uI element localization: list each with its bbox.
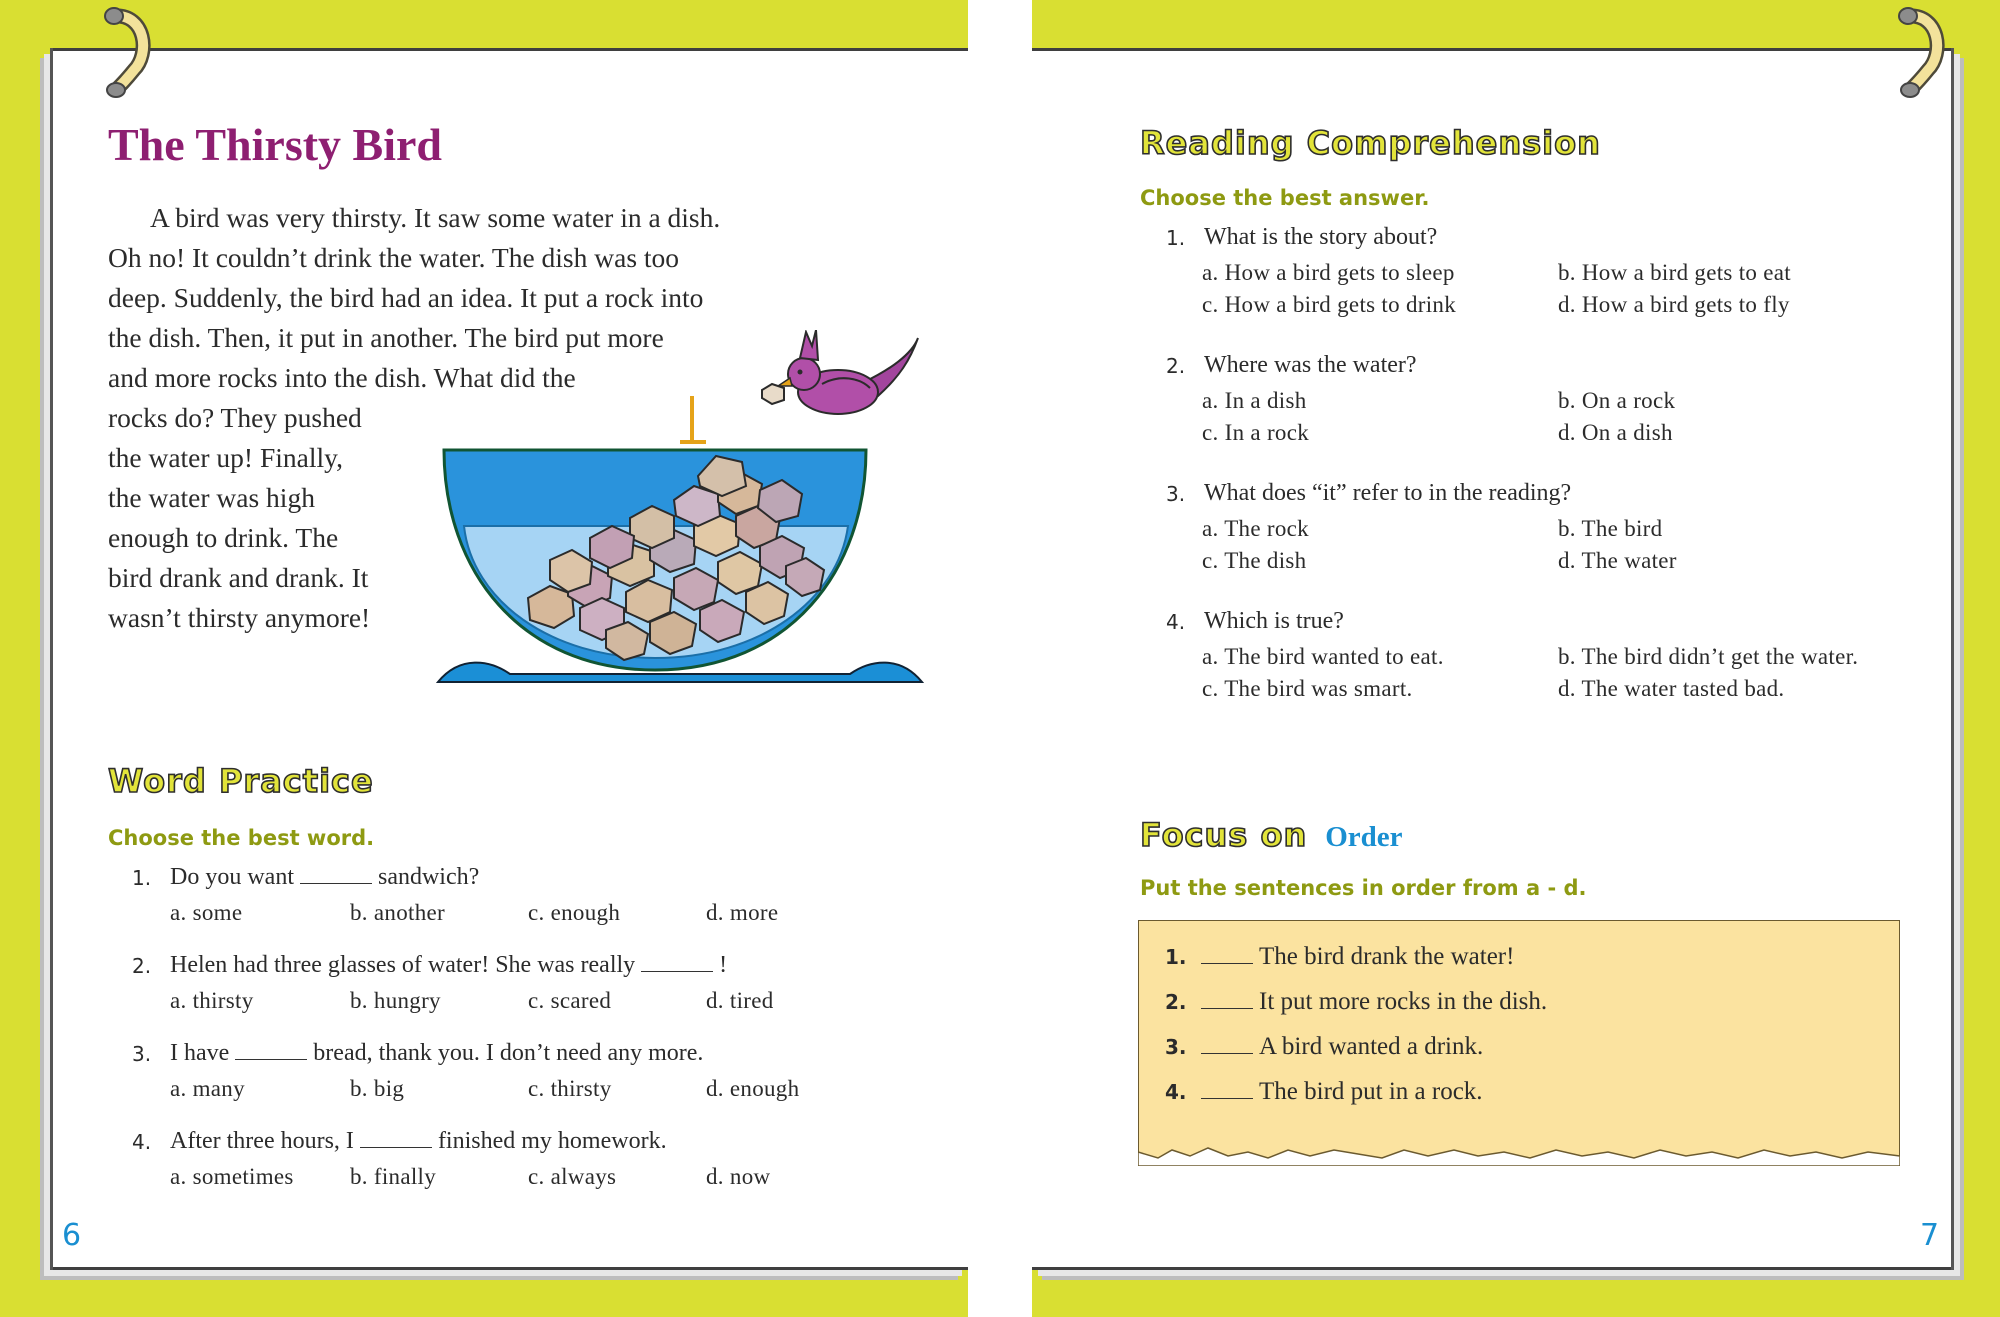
order-number: 2. [1165,990,1187,1014]
question-text: finished my homework. [437,1128,667,1154]
answer-option[interactable]: a. some [170,900,243,925]
top-rule [1032,48,1951,51]
answer-option[interactable]: c. The bird was smart. [1202,676,1413,701]
page-number-right: 7 [1920,1218,1940,1253]
top-rule [53,48,968,51]
question-item [1166,480,1956,608]
question-number: 1. [1166,226,1186,250]
story-title: The Thirsty Bird [108,119,442,170]
answer-option[interactable]: c. enough [528,900,621,925]
order-box [1138,920,1900,1165]
answer-option[interactable]: c. thirsty [528,1076,612,1101]
answer-option[interactable]: a. How a bird gets to sleep [1202,260,1455,285]
question-number: 3. [1166,482,1186,506]
answer-option[interactable]: c. How a bird gets to drink [1202,292,1457,317]
question-item [132,952,842,1040]
focus-heading [1140,816,1403,854]
question-text: Which is true? [1204,608,1344,634]
question-text: What is the story about? [1204,224,1438,250]
bottom-rule [53,1267,968,1270]
torn-edge [1138,1144,1900,1166]
word-practice-instruction: Choose the best word. [108,826,375,850]
order-item [1165,1078,1483,1106]
word-practice-heading: Word Practice [108,762,374,800]
order-answer-blank[interactable] [1201,1035,1253,1054]
answer-blank [641,953,713,972]
question-item [1166,224,1956,352]
question-text: Helen had three glasses of water! She was really [170,952,636,978]
order-number: 3. [1165,1035,1187,1059]
story-line: deep. Suddenly, the bird had an idea. It put a rock into [108,282,704,313]
order-number: 1. [1165,945,1187,969]
answer-blank [235,1041,307,1060]
answer-option[interactable]: b. On a rock [1558,388,1676,413]
rock-icon [762,384,784,404]
answer-option[interactable]: b. finally [350,1164,437,1189]
order-answer-blank[interactable] [1201,1080,1253,1099]
bottom-rule [1032,1267,1951,1270]
question-text: Where was the water? [1204,352,1417,378]
question-item [1166,608,1956,736]
order-sentence: The bird put in a rock. [1259,1078,1483,1105]
answer-option[interactable]: c. In a rock [1202,420,1310,445]
answer-option[interactable]: c. scared [528,988,612,1013]
answer-option[interactable]: d. more [706,900,779,925]
question-item [1166,352,1956,480]
answer-option[interactable]: a. many [170,1076,245,1101]
story-line: bird drank and drank. It [108,562,369,593]
question-number: 4. [1166,610,1186,634]
answer-option[interactable]: c. The dish [1202,548,1307,573]
answer-blank [360,1129,432,1148]
answer-option[interactable]: b. hungry [350,988,441,1013]
question-text: bread, thank you. I don’t need any more. [313,1040,704,1066]
comprehension-instruction: Choose the best answer. [1140,186,1430,210]
bird-illustration [760,330,940,440]
binder-ring-icon [104,4,152,100]
question-item [132,1128,842,1216]
story-line: and more rocks into the dish. What did the [108,362,576,393]
story-line: A bird was very thirsty. It saw some water in a dish. [150,202,721,233]
question-item [132,1040,842,1128]
answer-option[interactable]: d. The water [1558,548,1677,573]
focus-heading-label: Focus on [1140,816,1308,854]
word-practice-list [132,864,842,1216]
story-line: enough to drink. The [108,522,339,553]
answer-option[interactable]: a. thirsty [170,988,254,1013]
question-text: After three hours, I [170,1128,354,1154]
answer-option[interactable]: b. another [350,900,445,925]
answer-option[interactable]: a. sometimes [170,1164,294,1189]
answer-option[interactable]: d. The water tasted bad. [1558,676,1785,701]
order-item [1165,988,1547,1016]
question-number: 4. [132,1130,152,1154]
answer-blank [300,865,372,884]
question-item [132,864,842,952]
question-text: What does “it” refer to in the reading? [1204,480,1572,506]
answer-option[interactable]: d. now [706,1164,771,1189]
book-gutter [968,0,1032,1317]
question-text: Do you want [170,864,294,890]
answer-option[interactable]: b. big [350,1076,405,1101]
answer-option[interactable]: d. How a bird gets to fly [1558,292,1790,317]
question-text: sandwich? [377,864,480,890]
order-number: 4. [1165,1080,1187,1104]
story-line: wasn’t thirsty anymore! [108,602,371,633]
answer-option[interactable]: b. The bird [1558,516,1663,541]
order-sentence: A bird wanted a drink. [1259,1033,1484,1060]
comprehension-list [1166,224,1956,736]
focus-topic: Order [1325,821,1403,853]
answer-option[interactable]: a. The rock [1202,516,1309,541]
answer-option[interactable]: b. The bird didn’t get the water. [1558,644,1859,669]
question-number: 2. [1166,354,1186,378]
answer-option[interactable]: a. The bird wanted to eat. [1202,644,1444,669]
question-text: I have [170,1040,230,1066]
answer-option[interactable]: b. How a bird gets to eat [1558,260,1791,285]
story-line: the dish. Then, it put in another. The bird put more [108,322,664,353]
order-sentence: It put more rocks in the dish. [1259,988,1548,1015]
order-item [1165,943,1514,971]
binder-ring-icon [1898,4,1946,100]
answer-option[interactable]: c. always [528,1164,617,1189]
answer-option[interactable]: d. On a dish [1558,420,1673,445]
page-number-left: 6 [62,1218,82,1253]
story-line: the water was high [108,482,315,513]
answer-option[interactable]: a. In a dish [1202,388,1307,413]
order-answer-blank[interactable] [1201,945,1253,964]
story-line: Oh no! It couldn’t drink the water. The dish was too [108,242,680,273]
order-answer-blank[interactable] [1201,990,1253,1009]
question-number: 3. [132,1042,152,1066]
order-sentence: The bird drank the water! [1259,943,1515,970]
question-text: ! [719,952,728,978]
question-number: 1. [132,866,152,890]
answer-option[interactable]: d. tired [706,988,774,1013]
order-item [1165,1033,1483,1061]
focus-instruction: Put the sentences in order from a - d. [1140,876,1587,900]
reading-comprehension-heading: Reading Comprehension [1140,124,1601,162]
story-line: rocks do? They pushed [108,402,362,433]
story-line: the water up! Finally, [108,442,343,473]
question-number: 2. [132,954,152,978]
answer-option[interactable]: d. enough [706,1076,800,1101]
